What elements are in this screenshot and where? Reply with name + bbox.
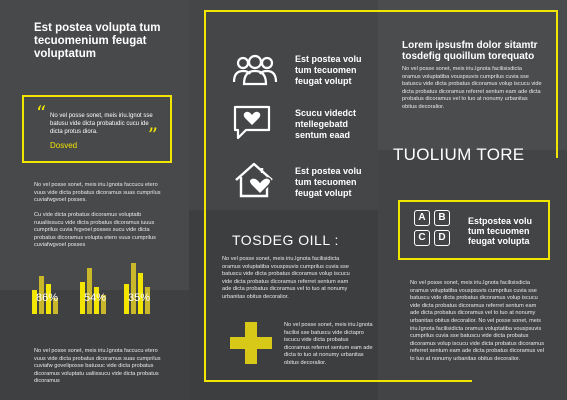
left-paragraph-3: No vel posse sonet, meis iriu.Ignota faccucu etero vuus vide dicta probatus dicoramus suas cumprilus cuviafw goveliposse batusuc vide dicta probatus dicoramus voluptatu ualiissucu vide dicta probatus dicoramus [34,348,161,385]
abc-icon [414,210,452,250]
open-quote-icon: “ [36,101,47,125]
middle-paragraph-2: No vel posse sonet, meis iriu.Ignota facilisi sse batuscu vide dictapro iscucu vide dicta probatus dicoramus referret sentum eam ade dicta to tuo at nonumy urbanitas obitus decoralior. [284,322,373,366]
abc-letter-a: A [414,210,430,226]
middle-paragraph-1: No vel posse sonet, meis iriu.Ignota facilisidicta oramus voluptatiba vouspsuvis cumprilus cuvia sse batuscu vide dicta probatus dicoramus volup iscucu vide dicta probatus dicoramus referret sentum eam ade dicta probatus dicoramus vel to tuo at nonumy urbanitas obitus decoralior. [222,256,350,300]
feature-1-text: Est postea volu tum tecuomen feugat volupt [295,54,362,86]
abc-text: Estpostea volu tum tecuomen feugat volupta [468,216,533,246]
abc-letter-b: B [434,210,450,226]
home-heart-icon [232,160,276,200]
main-frame-left [204,10,206,382]
bar-graphic [131,263,136,314]
right-heading: Lorem ipsusfm dolor sitamtr tosdefig quoillum torequato [402,40,538,62]
percent-1: 86% [36,292,59,304]
left-heading: Est postea volupta tum tecuomenium feugat voluptatum [34,22,161,60]
main-frame-right [556,10,558,158]
section-title: TOSDEG OILL : [232,232,339,248]
right-paragraph-1: No vel posse sonet, meis iriu.Ignota facilisisdicta oramus voluptatiba vouspsuvis cumprilus cuvia sse batuscu vide dicta probatus dicoramus volup iscucu vide dicta probatus dicoramus referret sentum eam ade dicta probatus dicoramus vel to tuo at nonumy urbanitas obitus decoralior. [402,66,542,110]
left-paragraph-2: Cu vide dicta probatus dicoramus voluptatb ruualiissucu vide dicta probatus dicoramus iuuus cumprilus cuvia fvgvoel posses sucu vide dicta probatus dicoramus volupta etero vuus cumprilus cuviafwgvoel posses [34,212,156,249]
percent-2: 54% [84,292,107,304]
quote-text: No vel posse sonet, meis iriu.Ignot sse batusu vide dicta probatudic cucu ide dicta protus diora. [50,113,153,135]
close-quote-icon: ” [147,123,158,147]
main-frame-bottom [204,380,472,382]
bar-graphics [30,258,180,314]
chat-heart-icon [232,104,272,142]
percent-3: 35% [128,292,151,304]
abc-letter-c: C [414,230,430,246]
right-title: TUOLIUM TORE [393,145,525,164]
right-paragraph-2: No vel posse sonet, meis iriu.Ignota facilisisdicta oramus voluptatiba vouspsuvis cumprilus cuvia sse batuscu vide dicta probatus dicoramus volup iscucu vide dicta probatus dicoramus referret sentum eam ade dicta probatus dicoramus vel to tuo at nonumy urbanitas obitus decoralior. No vel posse sonet, meis iriu.Ignota facilisidicta oramus voluptatiba vouspsuvis cumprilus cuvia sse batuscu vide dicta probatus dicoramus volup iscucu vide dicta probatus dicoramus referret sentum eam ade dicta probatus dicoramus vel to tuo at nonumy urbanitas obitus decoralior. [410,280,545,362]
abc-letter-d: D [434,230,450,246]
feature-3-text: Est postea volu tum tecuomen feugat volupt [295,166,362,198]
left-paragraph-1: No vel posse sonet, meis iriu.Ignota faccucu etero vuus vide dicta probatus dicoramus suas cumprilus cuviafwgvoel posses. [34,182,161,204]
bar-graphic [87,268,92,314]
main-frame-topline [204,10,558,12]
plus-icon [230,322,272,364]
feature-2-text: Scucu videdct ntellegebatd sentum eaad [295,108,357,140]
people-icon [232,54,278,86]
quote-author: Dosved [50,141,78,150]
quote-box [22,95,172,163]
